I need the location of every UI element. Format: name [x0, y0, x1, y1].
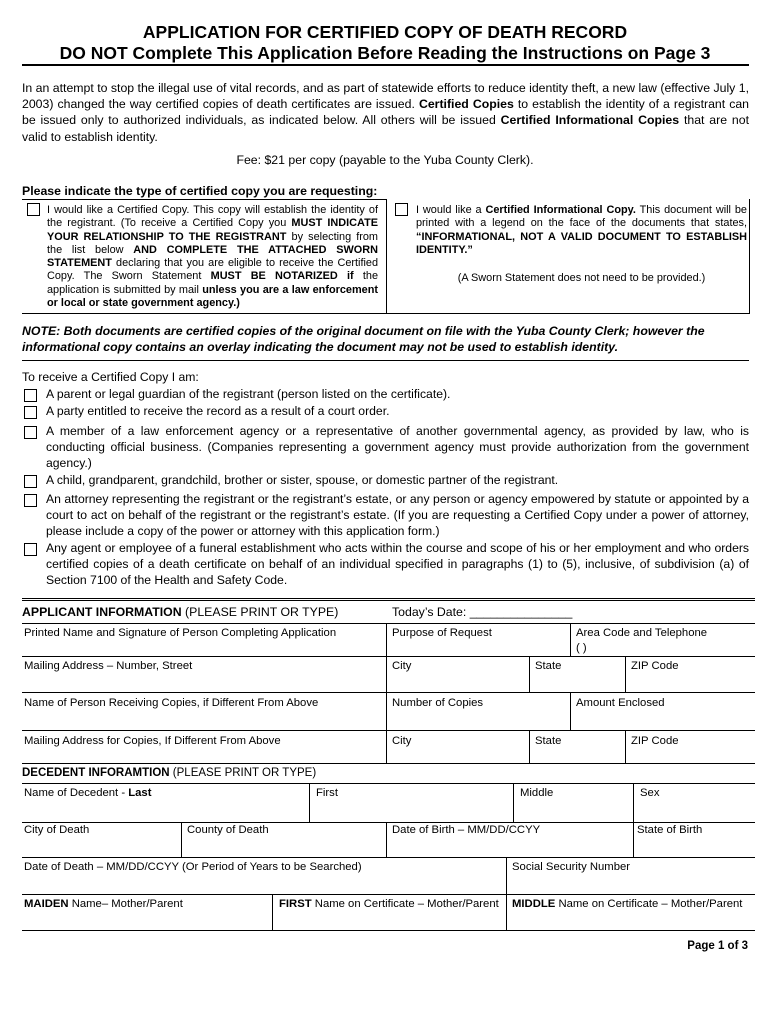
relationship-checkbox-2[interactable]: [24, 406, 37, 419]
decedent-heading: DECEDENT INFORAMTION (PLEASE PRINT OR TYPE): [22, 767, 317, 779]
mother-middle-name-field[interactable]: MIDDLE Name on Certificate – Mother/Parent: [512, 898, 743, 910]
receiver-name-field[interactable]: Name of Person Receiving Copies, if Different From Above: [24, 697, 319, 709]
decedent-col-line: [309, 783, 310, 822]
ssn-field[interactable]: Social Security Number: [512, 861, 631, 873]
copy-type-divider: [386, 199, 387, 314]
note-text: NOTE: Both documents are certified copies of the original document on file with the Yuba County Clerk; however the informational copy contains an overlay indicating the document may not be used to establish identity.: [22, 324, 705, 354]
applicant-row-line: [22, 692, 755, 693]
city-field[interactable]: City: [392, 660, 412, 672]
intro-paragraph: In an attempt to stop the illegal use of vital records, and as part of statewide efforts to reduce identity theft, a new law (effective July 1, 2003) changed the way certified copies of death certificates are issued. Certified Copies to establish the identity of a registrant can be issued only to authorized individuals, as indicated below. All others will be issued Certified Informational Copies that are not valid to establish identity.: [22, 81, 750, 144]
applicant-row-line: [22, 656, 755, 657]
mailing-address-field[interactable]: Mailing Address – Number, Street: [24, 660, 193, 672]
decedent-col-line: [633, 783, 634, 857]
applicant-col-line: [386, 623, 387, 763]
decedent-first-name-field[interactable]: First: [316, 787, 338, 799]
copy-type-heading: Please indicate the type of certified copy you are requesting:: [22, 184, 378, 198]
applicant-row-line: [22, 730, 755, 731]
decedent-row-line: [22, 822, 755, 823]
copies-city-field[interactable]: City: [392, 735, 412, 747]
zip-field[interactable]: ZIP Code: [631, 660, 679, 672]
county-of-death-field[interactable]: County of Death: [187, 824, 269, 836]
state-of-birth-field[interactable]: State of Birth: [637, 824, 703, 836]
relationship-option-4: A child, grandparent, grandchild, brother or sister, spouse, or domestic partner of the registrant.: [46, 473, 559, 487]
decedent-col-line: [272, 894, 273, 930]
number-of-copies-field[interactable]: Number of Copies: [392, 697, 484, 709]
informational-copy-checkbox[interactable]: [395, 203, 408, 216]
applicant-row-line: [22, 623, 755, 624]
relationship-option-5: An attorney representing the registrant or the registrant’s estate, or any person or agency empowered by statute or appointed by a court to act on behalf of the registrant or the registrant’s estate. (If you are requesting a Certified Copy under a power of attorney, please include a copy of the power or attorney with this application form.): [46, 492, 749, 539]
mother-maiden-name-field[interactable]: MAIDEN Name– Mother/Parent: [24, 898, 183, 910]
certified-copy-checkbox[interactable]: [27, 203, 40, 216]
relationship-option-6: Any agent or employee of a funeral establishment who acts within the course and scope of his or her employment and who orders certified copies of a death certificate on behalf of an individual specified in paragraphs (1) to (5), inclusive, of subdivision (a) of Section 7100 of the Health and Safety Code.: [46, 541, 749, 588]
relationship-option-2: A party entitled to receive the record as a result of a court order.: [46, 404, 390, 418]
informational-copy-note: (A Sworn Statement does not need to be provided.): [457, 272, 706, 284]
applicant-row-line: [22, 763, 755, 764]
form-title: APPLICATION FOR CERTIFIED COPY OF DEATH RECORD: [142, 22, 628, 42]
phone-area-code: ( ): [576, 642, 587, 654]
date-of-birth-field[interactable]: Date of Birth – MM/DD/CCYY: [392, 824, 541, 836]
todays-date-field[interactable]: Today’s Date: _______________: [392, 605, 573, 619]
decedent-row-line: [22, 783, 755, 784]
page-number: Page 1 of 3: [687, 940, 748, 952]
informational-copy-text: I would like a Certified Informational Copy. This document will be printed with a legend on the face of the documents that states, “INFORMATIONAL, NOT A VALID DOCUMENT TO ESTABLISH IDENTITY.”: [416, 204, 747, 256]
relationship-option-1: A parent or legal guardian of the registrant (person listed on the certificate).: [46, 387, 451, 401]
applicant-col-line: [570, 692, 571, 730]
form-subtitle: DO NOT Complete This Application Before Reading the Instructions on Page 3: [59, 43, 711, 63]
relationship-checkbox-5[interactable]: [24, 494, 37, 507]
note-divider: [22, 360, 749, 361]
relationship-heading: To receive a Certified Copy I am:: [22, 370, 199, 384]
copies-state-field[interactable]: State: [535, 735, 562, 747]
amount-enclosed-field[interactable]: Amount Enclosed: [576, 697, 665, 709]
applicant-top-rule: [22, 598, 755, 601]
decedent-middle-name-field[interactable]: Middle: [520, 787, 554, 799]
decedent-last-name-field[interactable]: Name of Decedent - Last: [24, 787, 152, 799]
mother-first-name-field[interactable]: FIRST Name on Certificate – Mother/Parent: [279, 898, 499, 910]
certified-copy-text: I would like a Certified Copy. This copy will establish the identity of the registrant. (To receive a Certified Copy you MUST INDICATE YOUR RELATIONSHIP TO THE REGISTRANT by selecting from the list below AND COMPLETE THE ATTACHED SWORN STATEMENT declaring that you are eligible to receive the Certified Copy. The Sworn Statement MUST BE NOTARIZED if the application is submitted by mail unless you are a law enforcement or local or state government agency.): [47, 204, 379, 310]
decedent-col-line: [386, 822, 387, 857]
state-field[interactable]: State: [535, 660, 562, 672]
title-divider: [22, 64, 749, 66]
applicant-col-line: [625, 730, 626, 763]
relationship-option-3: A member of a law enforcement agency or a representative of another governmental agency, as provided by law, who is conducting official business. (Companies representing a government agency must provide authorization from the government agency.): [46, 424, 749, 471]
decedent-sex-field[interactable]: Sex: [640, 787, 660, 799]
purpose-field[interactable]: Purpose of Request: [392, 627, 492, 639]
applicant-col-line: [529, 730, 530, 763]
applicant-col-line: [570, 623, 571, 656]
applicant-col-line: [625, 656, 626, 692]
decedent-col-line: [181, 822, 182, 857]
applicant-col-line: [529, 656, 530, 692]
fee-line: Fee: $21 per copy (payable to the Yuba County Clerk).: [236, 153, 534, 167]
decedent-row-line: [22, 894, 755, 895]
applicant-heading: APPLICANT INFORMATION (PLEASE PRINT OR TYPE): [22, 605, 339, 619]
printed-name-field[interactable]: Printed Name and Signature of Person Completing Application: [24, 627, 337, 639]
relationship-checkbox-6[interactable]: [24, 543, 37, 556]
relationship-checkbox-4[interactable]: [24, 475, 37, 488]
decedent-row-line: [22, 857, 755, 858]
copies-mailing-address-field[interactable]: Mailing Address for Copies, If Different From Above: [24, 735, 281, 747]
relationship-checkbox-3[interactable]: [24, 426, 37, 439]
city-of-death-field[interactable]: City of Death: [24, 824, 90, 836]
phone-field[interactable]: Area Code and Telephone: [576, 627, 708, 639]
relationship-checkbox-1[interactable]: [24, 389, 37, 402]
decedent-col-line: [506, 857, 507, 930]
decedent-col-line: [513, 783, 514, 822]
date-of-death-field[interactable]: Date of Death – MM/DD/CCYY (Or Period of Years to be Searched): [24, 861, 362, 873]
copies-zip-field[interactable]: ZIP Code: [631, 735, 679, 747]
decedent-row-line: [22, 930, 755, 931]
